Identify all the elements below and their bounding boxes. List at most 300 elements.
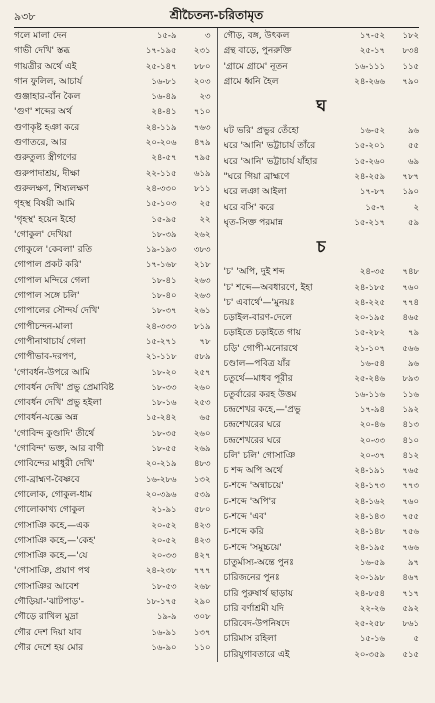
entry-reference: ২৫-২৪৬: [354, 374, 385, 385]
index-entry: [14, 456, 211, 471]
entry-page: ৪৮৩: [193, 459, 211, 470]
entry-page: ৮১১: [193, 183, 211, 194]
index-entry: [224, 310, 420, 325]
entry-reference: ২০-৪৬: [359, 420, 385, 431]
entry-reference: ২৪-১৭৩: [354, 481, 385, 492]
entry-reference: ১৫-২০১: [354, 141, 385, 152]
entry-text: গান ফুলিল, আচার্য: [14, 76, 83, 87]
index-entry: [14, 242, 211, 257]
entry-reference: ১৫-৯: [156, 31, 177, 41]
index-entry: [14, 166, 211, 181]
entry-page: ৬১৯: [193, 168, 211, 179]
index-entry: [224, 417, 420, 432]
entry-reference: ১৮-৩৩: [151, 382, 177, 393]
entry-page: ১৩৭: [193, 627, 211, 638]
entry-text: চলি' চলি' গোসাঞি: [223, 450, 296, 461]
entry-reference: ১৫-২৬০: [354, 156, 385, 167]
entry-page: ৪১৩: [402, 420, 419, 431]
entry-page: ৭৮: [199, 336, 211, 347]
right-bottom-entries: [224, 264, 420, 662]
entry-text: চ-শব্দে 'অন্বাচয়ে': [223, 481, 284, 492]
entry-text: গোলোক, গোকুল-ধাম: [14, 489, 93, 500]
entry-reference: ১৭-১৬৮: [145, 260, 177, 271]
entry-text: 'গৃহস্থ' হয়েন ইহো: [14, 214, 76, 225]
index-entry: [224, 509, 420, 524]
entry-text: চণ্ডাল—পবিত্র যাঁর: [223, 359, 291, 370]
entry-reference: ১৮-৫৩: [151, 581, 177, 592]
entry-reference: ১৮-৪১: [151, 275, 177, 286]
index-entry: [14, 472, 211, 487]
entry-text: গৌড়ে রাখিল মুদ্রা: [14, 612, 79, 623]
entry-reference: ২০-২১৯: [145, 459, 177, 470]
entry-page: ৫৩৯: [193, 489, 211, 500]
entry-reference: ১৮-৫৫: [151, 444, 177, 455]
entry-text: গ্রামে ধ্বনি হৈল: [223, 76, 279, 87]
entry-reference: ২৪-৩৫: [359, 267, 385, 278]
index-entry: [14, 563, 211, 578]
entry-page: ২৩: [199, 92, 211, 103]
entry-text: গুরুপাদাশ্রয়, দীক্ষা: [14, 168, 80, 179]
entry-text: গো-ব্রাহ্মণ-বৈষ্ণবে: [14, 474, 80, 485]
entry-reference: ১৮-২০: [151, 367, 177, 378]
entry-reference: ২৪-১৯১: [354, 466, 385, 477]
entry-text: 'গোবিন্দ' ভক্ত, আর বাণী: [14, 444, 104, 455]
entry-text: চতুর্বারের করহ উত্তম: [223, 389, 297, 400]
entry-page: ৯৬: [407, 359, 419, 370]
index-entry: [14, 426, 211, 441]
index-entry: [14, 288, 211, 303]
entry-page: ২৫: [199, 199, 211, 210]
index-entry: [224, 387, 420, 402]
entry-page: ২৫৩: [193, 398, 211, 409]
index-entry: [14, 349, 211, 364]
entry-page: ১৮২: [402, 31, 419, 41]
entry-page: ২৬৯: [193, 444, 211, 455]
index-entry: [224, 463, 420, 478]
entry-text: চ-শব্দে করি: [223, 527, 264, 538]
entry-text: গোপীভাব-দরপণ,: [14, 352, 77, 363]
index-entry: [224, 123, 420, 138]
entry-reference: ১৬-৪৯: [151, 92, 177, 103]
index-entry: [224, 478, 420, 493]
entry-page: ৭৮৭: [402, 172, 419, 183]
entry-page: ৪৭৯: [193, 138, 211, 149]
entry-text: গুরুলক্ষণ, শিষ্যলক্ষণ: [14, 183, 89, 194]
entry-reference: ২২-১১৫: [145, 168, 177, 179]
index-entry: [14, 74, 211, 89]
entry-reference: ২০-৩৩: [359, 435, 385, 446]
entry-text: গোপীচন্দন-মালা: [14, 321, 73, 332]
index-entry: [14, 104, 211, 119]
entry-reference: ২৪-১৮৫: [354, 282, 385, 293]
index-entry: [224, 616, 420, 631]
index-entry: [14, 334, 211, 349]
entry-reference: ১৫-১০৩: [145, 199, 177, 210]
entry-reference: ২৪-১৪৩: [354, 512, 385, 523]
entry-page: ২৬২: [193, 229, 211, 240]
entry-page: ১৩২: [193, 474, 211, 485]
index-entry: [14, 303, 211, 318]
entry-reference: ১৬-৫৯: [359, 557, 385, 568]
entry-page: ২৬০: [193, 428, 211, 439]
entry-text: 'গ্রামে গ্রামে' নূতন: [223, 61, 288, 72]
entry-reference: ২৪-৩৩৩: [145, 321, 177, 332]
index-entry: [224, 280, 420, 295]
index-entry: [14, 28, 211, 43]
entry-page: ৪২৩: [193, 535, 211, 546]
entry-text: চড়াইতে চড়াইতে গায়: [223, 328, 301, 339]
entry-reference: ১৭-৯৪: [359, 404, 385, 415]
index-entry: [224, 356, 420, 371]
entry-page: ৭৬৩: [193, 122, 211, 133]
entry-text: চতুর্থে—মাধব পূরীর: [223, 374, 293, 385]
index-entry: [14, 365, 211, 380]
entry-reference: ২০-৩৩: [151, 551, 177, 562]
entry-page: ৫: [413, 634, 419, 645]
entry-reference: ২৪-৪১: [151, 107, 177, 118]
entry-text: ঘৃত-সিক্ত পরমান্ন: [223, 217, 283, 228]
entry-page: ৭৯: [407, 328, 419, 339]
entry-reference: ১৮-১৭৫: [145, 596, 177, 607]
entry-page: ১১৬: [402, 389, 419, 400]
entry-page: ২৬১: [193, 306, 211, 317]
entry-page: ৭৬৬: [402, 542, 419, 553]
index-entry: [14, 410, 211, 425]
entry-reference: ১৬-৫২: [359, 126, 385, 137]
index-entry: [14, 395, 211, 410]
entry-text: গোপাল মন্দিরে গেলা: [14, 275, 90, 286]
entry-reference: ২৪-২৬৬: [354, 76, 385, 87]
index-entry: [224, 215, 420, 230]
entry-text: গুঞ্জাহার-বাঁন কৈল: [14, 92, 81, 103]
entry-page: ৯৭: [407, 557, 419, 568]
index-entry: [224, 555, 420, 570]
index-entry: [14, 594, 211, 609]
entry-text: গৌড়, বঙ্গ, উৎকল: [223, 31, 290, 41]
entry-page: ৪৬৭: [402, 573, 419, 584]
index-entry: [224, 341, 420, 356]
entry-page: ৫৬৬: [402, 343, 419, 354]
index-entry: [14, 625, 211, 640]
index-entry: [224, 169, 420, 184]
entry-page: ১৯২: [402, 404, 419, 415]
entry-text: চ-শব্দে 'সমুচ্চয়ে': [223, 542, 282, 553]
entry-text: চড়ি' গোপী-মনোরথে: [223, 343, 298, 354]
entry-text: চারি পুরুষার্থ ছাড়ায়: [223, 588, 294, 599]
index-entry: [224, 28, 420, 43]
entry-reference: ১৯-৯: [156, 612, 177, 623]
index-entry: [14, 579, 211, 594]
section-heading-gha: ঘ: [316, 95, 327, 115]
entry-reference: ১৫-২৪২: [145, 413, 177, 424]
index-entry: [224, 570, 420, 585]
entry-page: ২৬৩: [193, 275, 211, 286]
entry-page: ৭৫৫: [402, 512, 419, 523]
entry-text: চ শব্দ অপি অর্থে: [223, 466, 283, 477]
entry-reference: ২০-১৯৫: [354, 313, 385, 324]
index-entry: [14, 257, 211, 272]
entry-text: গৌড়িয়া-'ঝাটপাড়'-: [14, 596, 84, 607]
entry-reference: ২৪-৩৩০: [145, 183, 177, 194]
index-entry: [224, 601, 420, 616]
entry-page: ৪৬৫: [402, 313, 419, 324]
index-columns: [14, 28, 419, 662]
entry-text: চন্দ্রশেখর কহে,—'প্রভু: [223, 404, 301, 415]
entry-reference: ১৭-৮৭: [359, 187, 385, 198]
entry-text: চড়াইল-বারণ-দেলে: [223, 313, 292, 324]
entry-page: ৪২৩: [193, 520, 211, 531]
entry-page: ২৯০: [193, 596, 211, 607]
entry-reference: ২৪-২৫৯: [354, 172, 385, 183]
entry-text: চারিবেদ-উপনিষদে: [223, 619, 290, 630]
entry-page: ৭৭৩: [402, 481, 419, 492]
entry-page: ৪২৭: [193, 551, 211, 562]
entry-page: ৫৮৯: [193, 352, 211, 363]
right-top-entries: [224, 28, 420, 89]
entry-text: গ্রন্থ বাড়ে, পুনরুক্তি: [223, 46, 292, 57]
entry-reference: ১৫-২৮২: [354, 328, 385, 339]
index-entry: [224, 154, 420, 169]
page-header: [14, 6, 419, 26]
entry-text: গোকুলে 'কেবলা' রতি: [14, 245, 93, 256]
entry-reference: ১৮-১৬: [151, 398, 177, 409]
index-entry: [14, 640, 211, 655]
entry-text: গৃহস্থ বিষয়ী আমি: [14, 199, 75, 210]
entry-page: ২৬৩: [193, 291, 211, 302]
index-entry: [14, 150, 211, 165]
entry-page: ৬৫: [199, 413, 211, 424]
entry-page: ৮৮০: [193, 61, 211, 72]
entry-reference: ১৫-৭: [365, 202, 385, 213]
entry-reference: ১৬-২৮৬: [145, 474, 177, 485]
entry-page: ৮৬১: [402, 619, 419, 630]
entry-text: 'গোসাঞি, প্রয়াণ পথ: [14, 566, 90, 577]
entry-reference: ১৭-৫২: [359, 31, 385, 41]
entry-text: গোবর্ধন দেখি' প্রভু প্রেমাবিষ্ট: [14, 382, 114, 393]
entry-page: ৮৯৩: [402, 374, 419, 385]
entry-text: গোসাঞি কহে,—'যে: [14, 551, 88, 562]
entry-reference: ১৬-৮১: [151, 76, 177, 87]
index-entry: [14, 120, 211, 135]
index-entry: [224, 631, 420, 646]
entry-reference: ২১-৯১: [151, 505, 177, 516]
entry-page: ৭৭৭: [193, 566, 211, 577]
page-number: ৯৩৮: [14, 10, 36, 23]
entry-text: 'গোকুল' দেখিয়া: [14, 229, 72, 240]
entry-text: গুরুতুল্য স্ত্রীগণের: [14, 153, 77, 164]
entry-page: ৩: [204, 31, 211, 41]
entry-text: চারিমাস রহিলা: [223, 634, 277, 645]
entry-text: ঘরে 'আনি' ভট্টাচার্য যাঁহার: [223, 156, 318, 167]
entry-page: ৮১৯: [193, 321, 211, 332]
entry-reference: ২০-৩৯৬: [145, 489, 177, 500]
index-entry: [14, 135, 211, 150]
entry-text: গোপালের সৌন্দর্য দেখি': [14, 306, 100, 317]
page-title: শ্রীচৈতন্য-চরিতামৃত: [169, 8, 264, 22]
index-entry: [14, 609, 211, 624]
entry-reference: ২১-১০৭: [354, 343, 385, 354]
entry-text: চন্দ্রশেখরের ঘরে: [223, 420, 281, 431]
entry-page: ৭৬০: [402, 496, 419, 507]
entry-reference: ২২-২৬: [359, 603, 385, 614]
entry-reference: ২৫-২৫৮: [354, 619, 385, 630]
entry-page: ১১০: [193, 642, 211, 653]
entry-text: গুণাতরে, আর: [14, 138, 67, 149]
index-entry: [14, 441, 211, 456]
entry-text: গোসাঞি কহে,—'কেহ': [14, 535, 96, 546]
entry-page: ৬৯: [407, 156, 419, 167]
entry-page: ৫৯২: [402, 603, 419, 614]
entry-reference: ১৫-১৬: [359, 634, 385, 645]
left-column: [14, 28, 217, 662]
entry-page: ৩৮৩: [193, 245, 211, 256]
entry-reference: ২৪-১৯৫: [354, 542, 385, 553]
entry-page: ২৩১: [193, 46, 211, 57]
entry-reference: ১৫-২১৭: [354, 217, 385, 228]
entry-page: ৫৮০: [193, 505, 211, 516]
entry-reference: ২৪-২২৫: [354, 297, 385, 308]
index-entry: [14, 502, 211, 517]
entry-text: গোবর্ধন দেখি' প্রভু হইলা: [14, 398, 102, 409]
entry-text: চারিজনের পুনঃ: [223, 573, 280, 584]
index-entry: [224, 138, 420, 153]
entry-text: 'চ' এবার্থে'—'মুনয়ঃ: [223, 297, 295, 308]
index-entry: [224, 647, 420, 662]
index-entry: [224, 494, 420, 509]
entry-page: ৭১৭: [402, 588, 419, 599]
entry-text: চ-শব্দে 'অপি'র: [223, 496, 277, 507]
entry-page: ২: [413, 202, 419, 213]
entry-reference: ২১-১১৮: [145, 352, 177, 363]
entry-text: গোপাল সঙ্গে চলি': [14, 291, 80, 302]
entry-reference: ১৮-৩৫: [151, 428, 177, 439]
entry-reference: ২৫-১৭: [359, 46, 385, 57]
entry-text: 'গোবর্ধন-উপরে আমি: [14, 367, 90, 378]
entry-reference: ১৮-৩৯: [151, 229, 177, 240]
entry-reference: ২৫-১৪৭: [145, 61, 177, 72]
entry-text: ঘরে 'আনি' ভট্টাচার্য তাঁরে: [223, 141, 316, 152]
entry-text: চারিযুগাবতারে এই: [223, 649, 290, 660]
entry-text: গোলোকাখ্য গোকুল: [14, 505, 85, 516]
entry-reference: ২৪-২৩৮: [145, 566, 177, 577]
index-entry: [224, 402, 420, 417]
entry-page: ৭৪৮: [402, 267, 419, 278]
index-entry: [224, 200, 420, 215]
entry-page: ৩০৮: [193, 612, 211, 623]
entry-reference: ১৬-৫৪: [359, 359, 385, 370]
index-entry: [14, 181, 211, 196]
entry-text: গৌর দেশে হয় মোর: [14, 642, 84, 653]
entry-page: ৭৬৫: [402, 466, 419, 477]
entry-text: চ-শব্দে 'এব': [223, 512, 267, 523]
entry-page: ২৬৮: [193, 581, 211, 592]
entry-text: গোপাল প্রকট করি': [14, 260, 82, 271]
entry-reference: ২০-১৯৮: [354, 573, 385, 584]
entry-page: ৭৯০: [402, 76, 419, 87]
entry-reference: ১৮-৩৭: [151, 306, 177, 317]
right-mid-entries: [224, 123, 420, 230]
entry-text: চারি বর্ণাশ্রমী যদি: [223, 603, 284, 614]
entry-reference: ২৪-১১৯: [145, 122, 177, 133]
entry-page: ৫৫: [407, 141, 419, 152]
index-entry: [14, 59, 211, 74]
entry-page: ৫৯: [407, 217, 419, 228]
entry-reference: ২৪-১৪৮: [354, 527, 385, 538]
entry-text: 'গোবিন্দ কুণ্ডাদি' তীর্থে: [14, 428, 95, 439]
entry-page: ৭৬০: [402, 282, 419, 293]
entry-reference: ২০-৩৭: [359, 450, 385, 461]
index-entry: [14, 227, 211, 242]
entry-page: ২৬০: [193, 382, 211, 393]
entry-text: গুণাকৃষ্ট হঞা করে: [14, 122, 80, 133]
index-entry: [14, 380, 211, 395]
entry-reference: ১৬-৯০: [151, 642, 177, 653]
index-entry: [224, 264, 420, 279]
index-entry: [14, 518, 211, 533]
index-entry: [224, 295, 420, 310]
entry-page: ২২: [199, 214, 211, 225]
index-entry: [14, 212, 211, 227]
index-entry: [14, 487, 211, 502]
entry-reference: ১৯-১৯৩: [145, 245, 177, 256]
index-entry: [224, 448, 420, 463]
entry-text: ঘরে লঞা আইলা: [223, 187, 287, 198]
entry-text: গায়ত্রীর অর্থে এই: [14, 61, 77, 72]
index-entry: [14, 548, 211, 563]
entry-reference: ১৮-৪০: [151, 291, 177, 302]
index-entry: [14, 196, 211, 211]
index-entry: [224, 540, 420, 555]
index-entry: [14, 89, 211, 104]
entry-text: গোসাঞি কহে,—এক: [14, 520, 90, 531]
entry-text: ঘট ভরি' প্রভুর তেঁহো: [223, 126, 299, 137]
index-entry: [14, 319, 211, 334]
entry-page: ৭৫৬: [402, 527, 419, 538]
entry-page: ৫১৫: [402, 649, 419, 660]
entry-reference: ২০-২০৬: [145, 138, 177, 149]
index-entry: [224, 325, 420, 340]
index-entry: [224, 524, 420, 539]
entry-text: চন্দ্রশেখরের ঘরে: [223, 435, 281, 446]
entry-page: ১১৫: [402, 61, 419, 72]
index-entry: [224, 586, 420, 601]
entry-page: ৪১০: [402, 435, 419, 446]
entry-text: গোসাঞির আবেশ: [14, 581, 80, 592]
entry-text: গোবর্ধন-যজ্ঞে অন্ন: [14, 413, 79, 424]
index-entry: [224, 59, 420, 74]
entry-page: ২১৮: [193, 260, 211, 271]
entry-reference: ১৫-৯৫: [151, 214, 177, 225]
entry-text: গলে মালা দেন: [14, 31, 67, 41]
index-entry: [224, 184, 420, 199]
entry-text: গাভী দেখি' স্তব্ধ: [14, 46, 70, 57]
entry-page: ৯৬: [407, 126, 419, 137]
entry-reference: ১৬-১১৬: [354, 389, 385, 400]
entry-page: ১৯০: [402, 187, 419, 198]
entry-text: 'চ' শব্দে—অবধারণে, ইহা: [223, 282, 313, 293]
entry-reference: ১৬-৯১: [151, 627, 177, 638]
index-entry: [14, 533, 211, 548]
index-entry: [14, 273, 211, 288]
entry-page: ৮৩৪: [402, 46, 419, 57]
entry-text: ঘরে বসি' করে: [223, 202, 275, 213]
index-entry: [224, 433, 420, 448]
entry-reference: ২০-৫২: [151, 520, 177, 531]
entry-reference: ২৪-৫৭: [151, 153, 177, 164]
entry-text: "ঘরে গিয়া ব্রাহ্মণে: [223, 172, 290, 183]
right-column: [217, 28, 420, 662]
entry-page: ৭১০: [193, 107, 211, 118]
